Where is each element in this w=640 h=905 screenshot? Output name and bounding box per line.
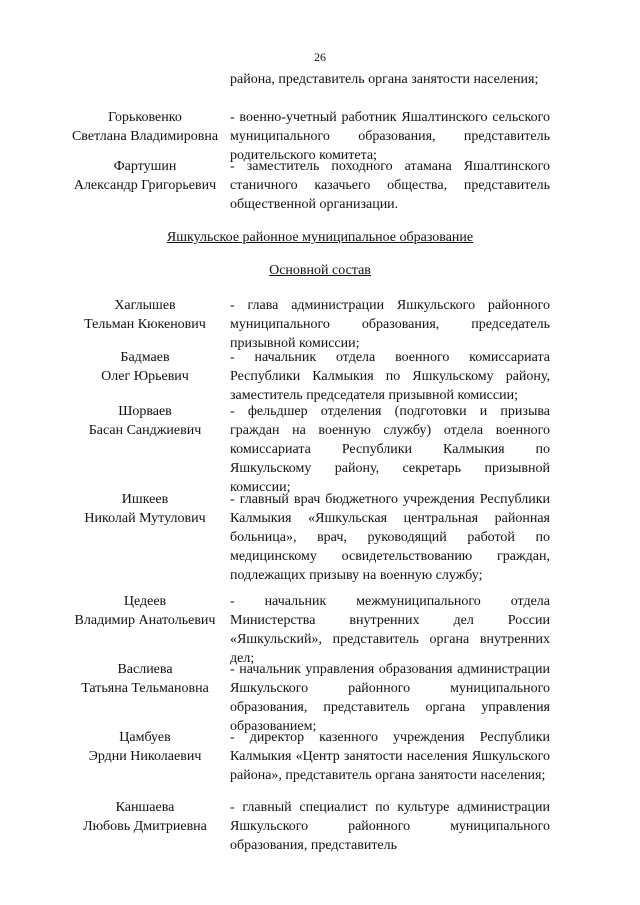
member-role: - главный специалист по культуре администрации Яшкульского районного муниципального образования, представитель bbox=[230, 800, 550, 853]
member-surname: Шорваев bbox=[118, 404, 172, 419]
member-given-names: Николай Мутулович bbox=[84, 511, 206, 526]
member-surname: Каншаева bbox=[115, 800, 175, 815]
member-role: - главный врач бюджетного учреждения Республики Калмыкия «Яшкульская центральная районная больница», врач, руководящий работой по медицинскому освидетельствованию граждан, подлежащих призыву на военную службу; bbox=[230, 492, 550, 583]
member-surname: Фартушин bbox=[113, 159, 177, 174]
member-role: - заместитель походного атамана Яшалтинского станичного казачьего общества, представитель общественной организации. bbox=[230, 159, 550, 212]
member-name bbox=[60, 728, 230, 766]
member-role: - директор казенного учреждения Республики Калмыкия «Центр занятости населения Яшкульского района», представитель органа занятости населения; bbox=[230, 730, 550, 783]
member-given-names: Эрдни Николаевич bbox=[88, 749, 202, 764]
member-given-names: Тельман Кюкенович bbox=[84, 317, 206, 332]
page-number: 26 bbox=[314, 50, 326, 64]
member-name bbox=[60, 157, 230, 195]
member-role: - начальник отдела военного комиссариата Республики Калмыкия по Яшкульскому району, заместитель председателя призывной комиссии; bbox=[230, 350, 550, 403]
member-surname: Цамбуев bbox=[119, 730, 171, 745]
member-surname: Васлиева bbox=[117, 662, 173, 677]
member-surname: Горьковенко bbox=[108, 110, 182, 125]
member-name bbox=[60, 660, 230, 698]
member-role: - начальник управления образования администрации Яшкульского районного муниципального образования, представитель органа управления образованием; bbox=[230, 662, 550, 734]
section-title: Яшкульское районное муниципальное образование bbox=[166, 230, 474, 245]
subsection-title: Основной состав bbox=[269, 263, 371, 278]
member-name bbox=[60, 798, 230, 836]
member-role: - фельдшер отделения (подготовки и призыва граждан на военную службу) отдела военного комиссариата Республики Калмыкия по Яшкульскому району, секретарь призывной комиссии; bbox=[230, 404, 550, 495]
member-given-names: Владимир Анатольевич bbox=[74, 613, 216, 628]
member-role: - военно-учетный работник Яшалтинского сельского муниципального образования, представитель родительского комитета; bbox=[230, 110, 550, 163]
member-given-names: Любовь Дмитриевна bbox=[83, 819, 207, 834]
member-surname: Хаглышев bbox=[114, 298, 176, 313]
member-name bbox=[60, 490, 230, 528]
member-given-names: Александр Григорьевич bbox=[73, 178, 217, 193]
member-role: района, представитель органа занятости населения; bbox=[230, 72, 539, 87]
member-surname: Ишкеев bbox=[121, 492, 169, 507]
member-surname: Цедеев bbox=[123, 594, 167, 609]
member-given-names: Басан Санджиевич bbox=[88, 423, 202, 438]
member-given-names: Олег Юрьевич bbox=[101, 369, 189, 384]
member-name bbox=[60, 296, 230, 334]
member-given-names: Светлана Владимировна bbox=[71, 129, 219, 144]
member-name bbox=[60, 592, 230, 630]
member-name bbox=[60, 402, 230, 440]
member-name bbox=[60, 348, 230, 386]
member-role: - глава администрации Яшкульского районного муниципального образования, председатель призывной комиссии; bbox=[230, 298, 550, 351]
member-name bbox=[60, 108, 230, 146]
member-surname: Бадмаев bbox=[120, 350, 170, 365]
member-given-names: Татьяна Тельмановна bbox=[81, 681, 209, 696]
member-role: - начальник межмуниципального отдела Министерства внутренних дел России «Яшкульский», представитель органа внутренних дел; bbox=[230, 594, 550, 666]
